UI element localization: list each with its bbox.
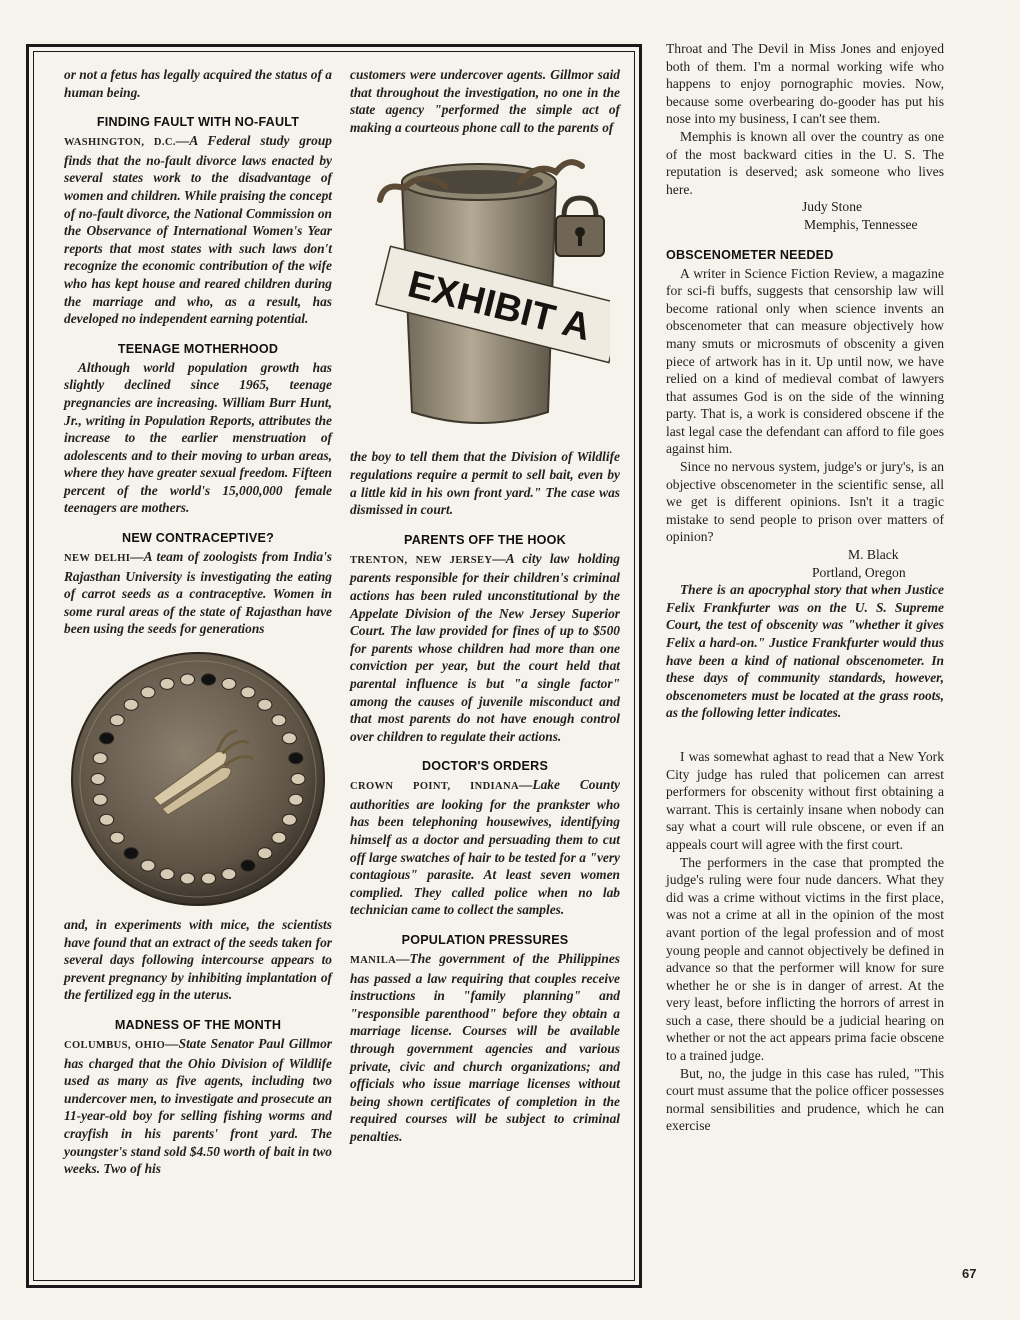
pill-icon [289, 794, 303, 805]
pill-icon [272, 715, 286, 726]
pill-icon [241, 860, 255, 871]
article-doctors-orders [350, 776, 620, 919]
article-contraceptive-part-1 [64, 548, 332, 638]
signature-place: Portland, Oregon [812, 564, 906, 580]
pill-icon [91, 774, 105, 785]
heading-madness-of-the-month: MADNESS OF THE MONTH [114, 1018, 282, 1032]
pill-icon [282, 733, 296, 744]
heading-population-pressures: POPULATION PRESSURES [401, 933, 569, 948]
pill-icon [272, 832, 286, 843]
pill-icon [258, 848, 272, 859]
pill-icon [110, 715, 124, 726]
dateline: TRENTON, NEW JERSEY [350, 554, 493, 566]
article-madness [64, 1035, 332, 1178]
heading-finding-fault: FINDING FAULT WITH NO-FAULT [96, 115, 300, 130]
pill-icon [124, 848, 138, 859]
article-body: —A city law holding parents responsible for their children's criminal actions has been ruled unconstitutional by the Appelate Division of the New Jersey Superior Court. The law provided for fines of up to $500 for parents whose children had more than one conviction per year, but the court held that parental influence is but "a single factor" among the causes of juvenile misconduct and that most parents do not have enough control over children to regulate their actions. [350, 550, 620, 744]
signature-name: M. Black [848, 547, 899, 563]
continued-text: or not a fetus has legally acquired the status of a human being. [64, 67, 332, 100]
dateline: MANILA [350, 955, 397, 967]
article-parents [350, 550, 620, 746]
article-contraceptive-part-2: and, in experiments with mice, the scientists have found that an extract of the seeds taken for several days following intercourse appears to prevent pregnancy by inhibiting implantation of the fertilized egg in the uterus. [64, 917, 332, 1003]
article-body: —State Senator Paul Gillmor has charged that the Ohio Division of Wildlife used as many as five agents, including two undercover men, to investigate and prosecute an 11-year-old boy for selling fishing worms and crayfish in his parents' front yard. The youngster's stand sold $4.50 worth of bait in two weeks. Two of his [64, 1036, 332, 1177]
pill-icon [222, 678, 236, 689]
pill-icon [141, 860, 155, 871]
signature-name: Judy Stone [802, 199, 863, 215]
letter-paragraph: The performers in the case that prompted the judge's ruling were four nude dancers. What they did was a crime without victims in the first place, was not a crime at all in the opinion of the most avant portion of the legal profession and of most young people and cannot objectively be defined in advance so that the performer will know for sure whether he or she is in danger of arrest. At the very least, before inflicting the horrors of arrest in such a case, there should be a judicial hearing on whether or not the act appears prima facie obscene to a trained judge. [666, 854, 944, 1064]
letter-paragraph: Memphis is known all over the country as one of the most backward cities in the U. S. The reputation is deserved; ask someone who lives here. [666, 128, 944, 197]
spacer [666, 722, 944, 748]
editor-reply: There is an apocryphal story that when Justice Felix Frankfurter was on the U. S. Supreme Court, the test of obscenity was "whether it gives Felix a hard-on." Justice Frankfurter would thus have been a kind of national obscenometer. In these days of community standards, however, obscenometers must be located at the grass roots, as the following letter indicates. [666, 582, 944, 721]
pill-icon [160, 678, 174, 689]
article-population [350, 950, 620, 1146]
article-finding-fault [64, 132, 332, 328]
letter-paragraph: I was somewhat aghast to read that a New York City judge has ruled that policemen can arrest performers for obscenity without first obtaining a warrant. This is certainly insane when nobody can say what a court will rule obscene, or even if an appeals court will agree with the first court. [666, 748, 944, 852]
column-3 [666, 40, 944, 1135]
dateline: COLUMBUS, OHIO [64, 1040, 166, 1051]
pill-icon [202, 674, 216, 685]
carrot-seed-plate-illustration [67, 648, 329, 910]
pill-icon [289, 753, 303, 764]
dateline: NEW DELHI [64, 553, 131, 565]
bait-can-exhibit-illustration [360, 142, 610, 448]
column-1 [64, 66, 332, 1178]
page-number: 67 [962, 1266, 977, 1281]
article-body: —Lake County authorities are looking for the prankster who has been telephoning housewives, identifying himself as a doctor and persuading them to cut off large swatches of hair to be tested for a "very contagious" parasite. At least seven women complied. They called police when no lab technician came to collect the samples. [350, 777, 621, 918]
madness-continued: customers were undercover agents. Gillmor said that throughout the investigation, no one in the state agency "performed the simple act of making a courteous phone call to the parents of [350, 67, 620, 135]
madness-continued-end: the boy to tell them that the Division of Wildlife regulations require a permit to sell bait, even by a little kid in his own front yard." The case was dismissed in court. [350, 449, 620, 518]
letter-paragraph: Since no nervous system, judge's or jury's, is an objective obscenometer in the scientific sense, all we get is different opinions. Isn't it a tragic mistake to send people to prison over matters of opinion? [666, 459, 944, 545]
exhibit-label-text: EXHIBIT A [403, 263, 595, 350]
pill-icon [202, 873, 216, 884]
pill-icon [93, 753, 107, 764]
pill-icon [110, 832, 124, 843]
heading-teenage-motherhood: TEENAGE MOTHERHOOD [117, 341, 279, 356]
pill-icon [160, 869, 174, 880]
article-body: —A Federal study group finds that the no-fault divorce laws enacted by several states work to the disadvantage of women and children. While praising the concept of no-fault divorce, the National Commission on the Observance of International Women's Year reports that most states with such laws don't recognize the economic contribution of the wife who has kept house and reared children during the marriage and who, as a result, has developed no independent earning potential. [64, 133, 332, 327]
pill-icon [241, 687, 255, 698]
pill-icon [291, 774, 305, 785]
heading-doctors-orders: DOCTOR'S ORDERS [421, 759, 549, 774]
signature-place: Memphis, Tennessee [804, 216, 918, 232]
pill-icon [100, 733, 114, 744]
letter-paragraph: Throat and The Devil in Miss Jones and enjoyed both of them. I'm a normal working wife who happens to enjoy pornographic movies. Now, because some overbearing do-gooder has put his nose into my business, I can't see them. [666, 41, 944, 127]
column-2 [350, 66, 620, 1146]
pill-icon [124, 699, 138, 710]
article-teenage-motherhood [64, 359, 332, 517]
pill-icon [100, 814, 114, 825]
article-body: —The government of the Philippines has passed a law requiring that couples receive instructions in "family planning" and "responsible parenthood" before they obtain a marriage license. Courses will be available through government agencies and various private, civic and church organizations; and officials who issue marriage licenses without being shown certificates of completion in the required courses will be subject to criminal penalties. [350, 951, 620, 1144]
pill-icon [181, 674, 195, 685]
pill-icon [222, 869, 236, 880]
letter-paragraph: A writer in Science Fiction Review, a magazine for sci-fi buffs, suggests that censorship law will become rational only when science invents an obscenometer that can measure objectively how many smuts or microsmuts of obscenity a given piece of artwork has in it. Up until now, we have relied on a kind of medieval combat of lawyers that assumes God is on the side of the winning party. That is, a work is considered obscene if the last legal case the defendant can afford to file goes against him. [666, 265, 944, 457]
padlock-icon [556, 198, 604, 256]
heading-parents-off-the-hook: PARENTS OFF THE HOOK [404, 532, 566, 547]
dateline: CROWN POINT, INDIANA [350, 781, 519, 793]
article-body: —A team of zoologists from India's Rajasthan University is investigating the eating of carrot seeds as a contraceptive. Women in some rural areas of the state of Rajasthan have been using the seeds for generations [64, 549, 333, 637]
pill-icon [258, 699, 272, 710]
article-body: Although world population growth has slightly declined since 1965, teenage pregnancies are increasing. William Burr Hunt, Jr., writing in Population Reports, attributes the increase to the earlier menstruation of adolescents and to their moving to urban areas, where they have greater sexual freedom. Fifteen percent of the world's 15,000,000 female teenagers are mothers. [64, 359, 332, 516]
pill-icon [282, 814, 296, 825]
heading-new-contraceptive: NEW CONTRACEPTIVE? [122, 531, 274, 546]
pill-icon [93, 794, 107, 805]
pill-icon [181, 873, 195, 884]
letter-paragraph: But, no, the judge in this case has ruled, "This court must assume that the police officer possesses normal sensibilities and prudence, which he can exercise [666, 1065, 944, 1134]
dateline: WASHINGTON, D.C. [64, 137, 176, 149]
pill-icon [141, 687, 155, 698]
heading-obscenometer-needed: OBSCENOMETER NEEDED [666, 247, 834, 262]
